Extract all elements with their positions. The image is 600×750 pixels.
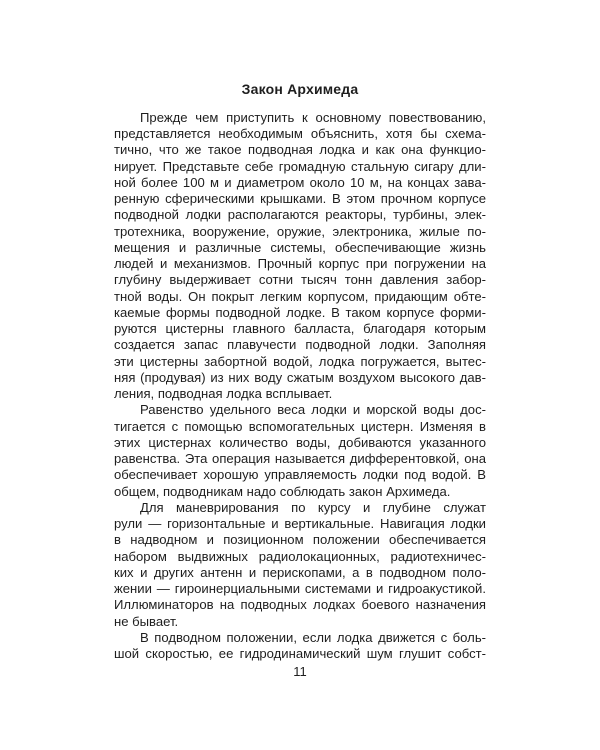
text-line: эти цистерны забортной водой, лодка погружается, вытес- <box>114 354 486 369</box>
text-line: ления, подводная лодка всплывает. <box>114 386 333 401</box>
text-line: обеспечивает хорошую управляемость лодки под водой. В <box>114 467 486 482</box>
text-line: шой скоростью, ее гидродинамический шум глушит собст- <box>114 646 486 661</box>
text-line: ких и других антенн и перископами, а в подводном поло- <box>114 565 486 580</box>
text-line: этих цистернах количество воды, добиваются указанного <box>114 435 486 450</box>
text-line: Для маневрирования по курсу и глубине служат <box>140 500 486 515</box>
page-number: 11 <box>293 664 307 679</box>
text-line: каемые формы подводной лодке. В таком корпусе форми- <box>114 305 486 320</box>
text-line: няя (продувая) из них воду сжатым воздухом высокого дав- <box>114 370 486 385</box>
text-line: Прежде чем приступить к основному повествованию, <box>140 110 486 125</box>
text-line: набором выдвижных радиолокационных, радиотехничес- <box>114 549 486 564</box>
chapter-title: Закон Архимеда <box>241 81 359 97</box>
text-line: представляется необходимым объяснить, хотя бы схема- <box>114 126 486 141</box>
text-line: тигается с помощью вспомогательных цистерн. Изменяя в <box>114 419 486 434</box>
text-line: Равенство удельного веса лодки и морской воды дос- <box>140 402 486 417</box>
text-line: общем, подводникам надо соблюдать закон Архимеда. <box>114 484 451 499</box>
text-line: людей и механизмов. Прочный корпус при погружении на <box>114 256 486 271</box>
text-line: руются цистерны главного балласта, благодаря которым <box>114 321 486 336</box>
text-line: создается запас плавучести подводной лодки. Заполняя <box>114 337 486 352</box>
text-line: ной более 100 м и диаметром около 10 м, на концах зава- <box>114 175 486 190</box>
text-line: тной воды. Он покрыт легким корпусом, придающим обте- <box>114 289 486 304</box>
text-line: не бывает. <box>114 614 179 629</box>
text-line: ренную сферическими крышками. В этом прочном корпусе <box>114 191 486 206</box>
text-line: глубину выдерживает сотни тысяч тонн давления забор- <box>114 272 486 287</box>
text-line: мещения и различные системы, обеспечивающие жизнь <box>114 240 486 255</box>
text-line: в надводном и позиционном положении обеспечивается <box>114 532 486 547</box>
text-line: нирует. Представьте себе громадную стальную сигару дли- <box>114 159 486 174</box>
text-line: тротехника, вооружение, оружие, электроника, жилые по- <box>114 224 486 239</box>
text-line: тично, что же такое подводная лодка и как она функцио- <box>114 142 486 157</box>
text-line: подводной лодки располагаются реакторы, турбины, элек- <box>114 207 486 222</box>
text-line: рули — горизонтальные и вертикальные. Навигация лодки <box>114 516 486 531</box>
text-line: В подводном положении, если лодка движется с боль- <box>140 630 486 645</box>
text-line: жении — гироинерциальными системами и гидроакустикой. <box>114 581 486 596</box>
text-line: равенства. Эта операция называется дифферентовкой, она <box>114 451 486 466</box>
text-line: Иллюминаторов на подводных лодках боевого назначения <box>114 597 486 612</box>
